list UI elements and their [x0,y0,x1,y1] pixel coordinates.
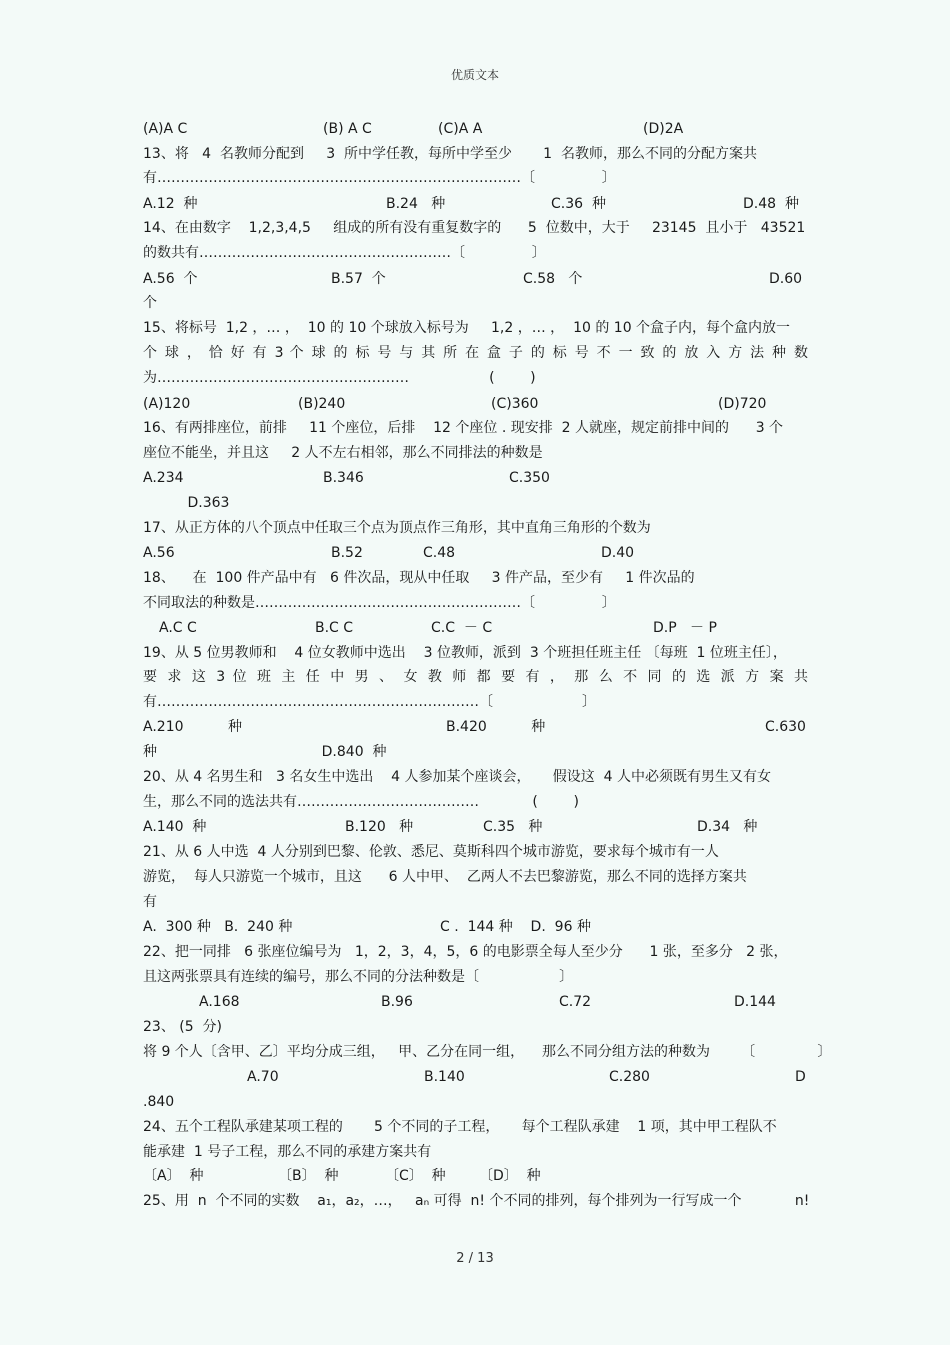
answer-option: (B)240 [298,396,346,412]
page-header: 优质文本 [450,68,499,82]
answer-option: A.56 个 [143,271,198,287]
answer-option: C.58 个 [523,271,583,287]
text-line: 将 9 个人〔含甲、乙〕平均分成三组， 甲、乙分在同一组， 那么不同分组方法的种数为 〔 〕 [143,1044,832,1060]
answer-option: (A)120 [143,396,191,412]
text-line: 23、 (5 分) [143,1019,222,1035]
text-line [143,817,808,837]
text-line: .840 [143,1094,175,1110]
text-line: 生，那么不同的选法共有………………………………… ( ) [143,794,579,810]
answer-option: D.48 种 [743,196,799,212]
answer-option: C.280 [609,1069,650,1085]
text-line: 有……………………………………………………………〔 〕 [143,694,597,710]
text-line: 个 [143,295,157,311]
answer-option: (C)360 [491,396,539,412]
answer-option: C.72 [559,994,592,1010]
answer-option: C.48 [423,545,456,561]
answer-option: C.C － C [431,620,493,636]
answer-option: (D)2A [643,121,684,137]
text-line: 24、五个工程队承建某项工程的 5 个不同的子工程， 每个工程队承建 1 项，其中甲工程队不 [143,1119,777,1135]
answer-option: (B) A C [323,121,372,137]
text-line: 13、将 4 名教师分配到 3 所中学任教，每所中学至少 1 名教师，那么不同的分配方案共 [143,146,757,162]
answer-option: B.C C [315,620,354,636]
answer-option: A.168 [199,994,240,1010]
answer-option: A.56 [143,545,175,561]
text-line: 18、 在 100 件产品中有 6 件次品，现从中任取 3 件产品，至少有 1 件次品的 [143,570,695,586]
text-line: 种 D.840 种 [143,744,387,760]
text-line: 座位不能坐，并且这 2 人不左右相邻，那么不同排法的种数是 [143,445,543,461]
answer-option: C.35 种 [483,819,543,835]
text-line: 22、把一同排 6 张座位编号为 1，2，3，4，5，6 的电影票全每人至少分 1 张，至多分 2 张， [143,944,788,960]
answer-option: A.C C [159,620,197,636]
answer-option: D.60 [769,271,803,287]
answer-option: A.140 种 [143,819,207,835]
answer-option: 〔A〕 种 [143,1168,204,1184]
answer-option: C.36 种 [551,196,606,212]
answer-option: (A)A C [143,121,188,137]
answer-option: C.350 [509,470,550,486]
text-line: 16、有两排座位，前排 11 个座位，后排 12 个座位 . 现安排 2 人就座，规定前排中间的 3 个 [143,420,784,436]
answer-option: D.40 [601,545,635,561]
text-line [143,119,808,139]
text-line: 不同取法的种数是…………………………………………………〔 〕 [143,595,616,611]
answer-option: C . 144 种 D. 96 种 [440,919,591,935]
text-line [143,1067,808,1087]
text-line [143,543,808,563]
text-line [143,194,808,214]
answer-option: B.24 种 [386,196,446,212]
text-line: 15、将标号 1,2 ，… ， 10 的 10 个球放入标号为 1,2 ，… ， 10 的 10 个盒子内，每个盒内放一 [143,320,791,336]
text-line [143,269,808,289]
answer-option: A.70 [247,1069,279,1085]
text-line [143,1166,808,1186]
answer-option: D [795,1069,806,1085]
answer-option: (D)720 [718,396,767,412]
text-line: 19、从 5 位男教师和 4 位女教师中选出 3 位教师，派到 3 个班担任班主任 〔每班 1 位班主任〕， [143,645,787,661]
text-line: 的数共有………………………………………………〔 〕 [143,245,546,261]
answer-option: D.P － P [653,620,717,636]
text-line [143,618,808,638]
text-line: 21、从 6 人中选 4 人分别到巴黎、伦敦、悉尼、莫斯科四个城市游览，要求每个城市有一人 [143,844,719,860]
text-line: 20、从 4 名男生和 3 名女生中选出 4 人参加某个座谈会， 假设这 4 人中必须既有男生又有女 [143,769,771,785]
answer-option: B.52 [331,545,363,561]
text-line: 为……………………………………………… ( ) [143,370,536,386]
answer-option: A. 300 种 B. 240 种 [143,919,293,935]
answer-option: B.120 种 [345,819,414,835]
answer-option: D.144 [734,994,776,1010]
answer-option: B.96 [381,994,413,1010]
answer-option: 〔D〕 种 [479,1168,541,1184]
answer-option: B.57 个 [331,271,386,287]
answer-option: B.420 种 [446,719,546,735]
answer-option: C.630 [765,719,806,735]
text-line [143,717,808,737]
text-line [143,992,808,1012]
text-line: 25、用 n 个不同的实数 a₁，a₂，…， aₙ 可得 n! 个不同的排列，每个排列为一行写成一个 n! [143,1193,810,1209]
text-line: 个 球 ， 恰 好 有 3 个 球 的 标 号 与 其 所 在 盒 子 的 标 号 不 一 致 的 放 入 方 法 种 数 [143,345,808,361]
text-line [143,394,808,414]
answer-option: 〔B〕 种 [278,1168,339,1184]
answer-option: (C)A A [438,121,483,137]
answer-option: A.234 [143,470,184,486]
answer-option: B.346 [323,470,364,486]
text-line: 游览， 每人只游览一个城市，且这 6 人中甲、 乙两人不去巴黎游览，那么不同的选择方案共 [143,869,747,885]
answer-option: B.140 [424,1069,465,1085]
text-line: 要 求 这 3 位 班 主 任 中 男 、 女 教 师 都 要 有 ， 那 么 不 同 的 选 派 方 案 共 [143,669,808,685]
text-line: 能承建 1 号子工程，那么不同的承建方案共有 [143,1144,432,1160]
text-line: 且这两张票具有连续的编号，那么不同的分法种数是〔 〕 [143,969,574,985]
text-line [143,468,808,488]
answer-option: A.210 种 [143,719,243,735]
text-line [143,917,808,937]
page-number: 2 / 13 [456,1251,494,1266]
text-line: D.363 [143,495,230,511]
text-line: 14、在由数字 1,2,3,4,5 组成的所有没有重复数字的 5 位数中，大于 23145 且小于 43521 [143,220,806,236]
text-line: 有……………………………………………………………………〔 〕 [143,170,616,186]
text-line: 17、从正方体的八个顶点中任取三个点为顶点作三角形，其中直角三角形的个数为 [143,520,651,536]
text-line: 有 [143,894,157,910]
answer-option: A.12 种 [143,196,198,212]
answer-option: D.34 种 [697,819,758,835]
answer-option: 〔C〕 种 [385,1168,446,1184]
